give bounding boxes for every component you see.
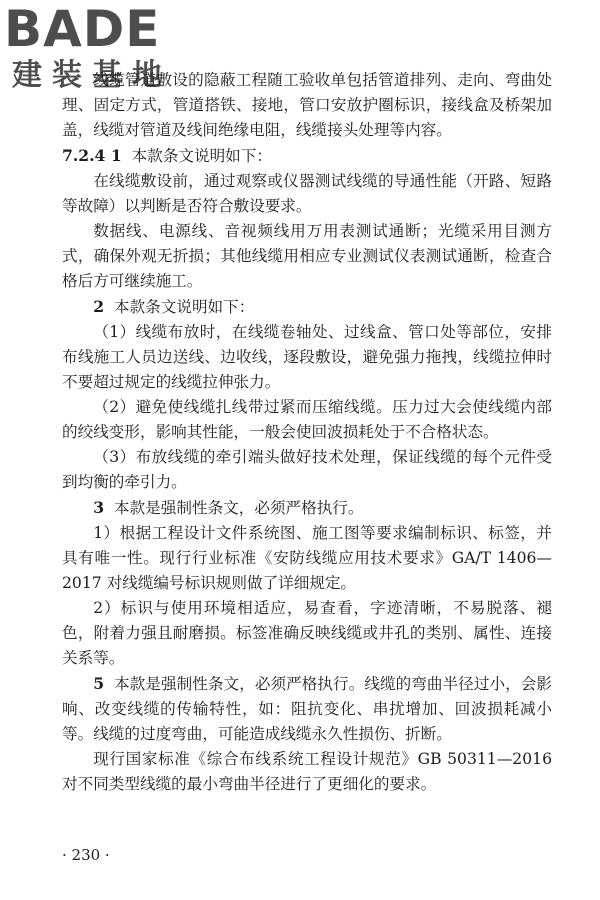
paragraph: [62, 395, 552, 445]
paragraph-text: 线缆管道敷设的隐蔽工程随工验收单包括管道排列、走向、弯曲处理、固定方式，管道搭铁、接地，管口安放护圈标识，接线盒及桥架加盖，线缆对管道及线间绝缘电阻，线缆接头处理等内容。: [62, 71, 552, 139]
paragraph: [62, 169, 552, 219]
paragraph-text: 1）根据工程设计文件系统图、施工图等要求编制标识、标签，并具有唯一性。现行行业标准《安防线缆应用技术要求》GA/T 1406—2017 对线缆编号标识规则做了详细规定。: [62, 524, 552, 592]
paragraph-text: 在线缆敷设前，通过观察或仪器测试线缆的导通性能（开路、短路等故障）以判断是否符合敷设要求。: [62, 172, 552, 215]
document-body: [62, 68, 552, 797]
paragraph: [62, 747, 552, 797]
watermark-brand: BADE: [4, 0, 161, 58]
paragraph-text: 本款条文说明如下：: [131, 147, 272, 165]
paragraph: [62, 320, 552, 395]
paragraph-text: 本款条文说明如下：: [113, 298, 255, 316]
paragraph: [62, 596, 552, 671]
paragraph-clause-header: [62, 143, 552, 169]
item-number: 5: [93, 674, 105, 693]
item-number: 2: [93, 297, 105, 316]
paragraph-text: 数据线、电源线、音视频线用万用表测试通断；光缆采用目测方式，确保外观无折损；其他线缆用相应专业测试仪表测试通断，检查合格后方可继续施工。: [62, 222, 552, 290]
clause-number: 7.2.4 1: [62, 146, 122, 165]
paragraph-item-header: [62, 671, 552, 747]
paragraph-text: （1）线缆布放时，在线缆卷轴处、过线盒、管口处等部位，安排布线施工人员边送线、边收线，逐段敷设，避免强力拖拽，线缆拉伸时不要超过规定的线缆拉伸张力。: [62, 323, 552, 391]
paragraph: [62, 445, 552, 495]
paragraph: [62, 219, 552, 294]
paragraph: [62, 521, 552, 596]
paragraph-item-header: [62, 495, 552, 521]
paragraph-text: 本款是强制性条文，必须严格执行。: [113, 499, 364, 517]
watermark-subtitle: 建装基地: [12, 58, 172, 93]
paragraph-text: 现行国家标准《综合布线系统工程设计规范》GB 50311—2016 对不同类型线缆的最小弯曲半径进行了更细化的要求。: [62, 750, 552, 793]
paragraph-text: （2）避免使线缆扎线带过紧而压缩线缆。压力过大会使线缆内部的绞线变形，影响其性能，一般会使回波损耗处于不合格状态。: [62, 398, 552, 441]
paragraph-text: （3）布放线缆的牵引端头做好技术处理，保证线缆的每个元件受到均衡的牵引力。: [62, 448, 552, 491]
page-number: · 230 ·: [62, 846, 110, 864]
item-number: 3: [93, 498, 105, 517]
paragraph-item-header: [62, 294, 552, 320]
paragraph: [62, 68, 552, 143]
paragraph-text: 2）标识与使用环境相适应，易查看，字迹清晰，不易脱落、褪色，附着力强且耐磨损。标签准确反映线缆或井孔的类别、属性、连接关系等。: [62, 599, 552, 667]
paragraph-text: 本款是强制性条文，必须严格执行。线缆的弯曲半径过小，会影响、改变线缆的传输特性，如：阻抗变化、串扰增加、回波损耗减小等。线缆的过度弯曲，可能造成线缆永久性损伤、折断。: [62, 675, 552, 743]
